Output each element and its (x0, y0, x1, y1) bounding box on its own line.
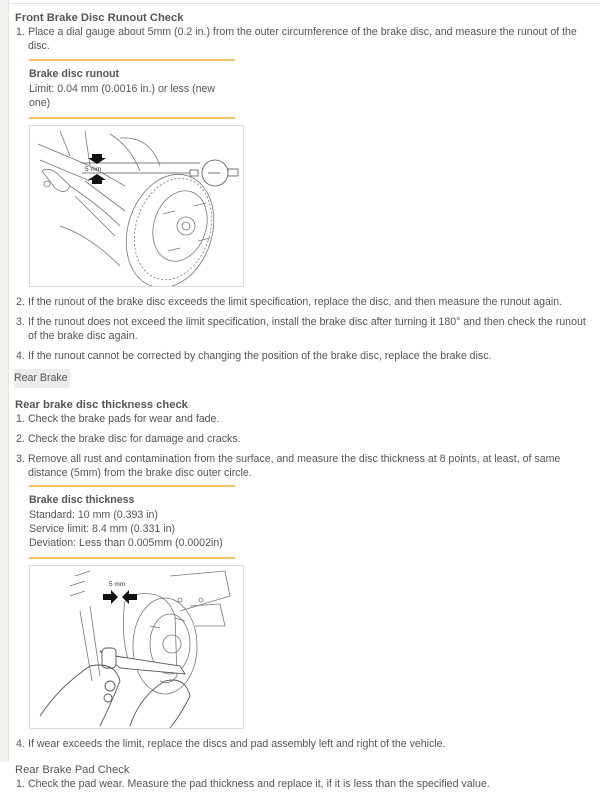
list-item: 1. Place a dial gauge about 5mm (0.2 in.) from the outer circumference of the brake disc, and measure the runout of the disc. (16, 26, 577, 52)
spec-line: Service limit: 8.4 mm (0.331 in) (29, 523, 176, 535)
rear-thickness-title: Rear brake disc thickness check (15, 399, 188, 411)
spec-line: Limit: 0.04 mm (0.0016 in.) or less (new one) (29, 83, 216, 109)
list-item: 4. If wear exceeds the limit, replace the discs and pad assembly left and right of the vehicle. (16, 738, 446, 750)
spec-line: Deviation: Less than 0.005mm (0.0002in) (29, 537, 223, 549)
spec-line: Standard: 10 mm (0.393 in) (29, 509, 158, 521)
micrometer-illustration-icon (30, 566, 243, 728)
rear-pad-steps (15, 777, 595, 791)
runout-spec-box (29, 59, 235, 119)
list-item: 1. Check the pad wear. Measure the pad thickness and replace it, if it is less than the specified value. (16, 778, 490, 790)
spec-title: Brake disc runout (29, 68, 120, 80)
dial-gauge-illustration-icon (30, 126, 243, 286)
list-item: 1. Check the brake pads for wear and fade. (16, 413, 220, 425)
rear-thickness-steps (15, 412, 595, 480)
list-item: 2. If the runout of the brake disc exceeds the limit specification, replace the disc, and then measure the runout again. (16, 296, 563, 308)
front-steps-list (15, 25, 595, 53)
list-item: 3. Remove all rust and contamination from the surface, and measure the disc thickness at 8 points, at least, of same distance (5mm) from the brake disc outer circle. (16, 453, 561, 479)
svg-text:5 mm: 5 mm (85, 166, 102, 173)
rear-thickness-step4 (15, 737, 595, 751)
thickness-spec-box (29, 485, 235, 559)
micrometer-figure (29, 565, 244, 729)
left-rail (0, 0, 9, 762)
svg-text:5 mm: 5 mm (109, 581, 126, 588)
list-item: 4. If the runout cannot be corrected by changing the position of the brake disc, replace the brake disc. (16, 350, 492, 362)
list-item: 3. If the runout does not exceed the limit specification, install the brake disc after turning it 180° and then check the runout of the brake disc again. (16, 316, 586, 342)
spec-title: Brake disc thickness (29, 494, 135, 506)
rear-pad-title: Rear Brake Pad Check (15, 764, 130, 776)
list-item: 2. Check the brake disc for damage and cracks. (16, 433, 241, 445)
top-divider (8, 3, 600, 4)
dial-gauge-figure (29, 125, 244, 287)
document-content (15, 11, 595, 797)
front-runout-title: Front Brake Disc Runout Check (15, 12, 184, 24)
rear-brake-heading: Rear Brake (14, 369, 70, 388)
front-steps-continued (15, 295, 595, 363)
